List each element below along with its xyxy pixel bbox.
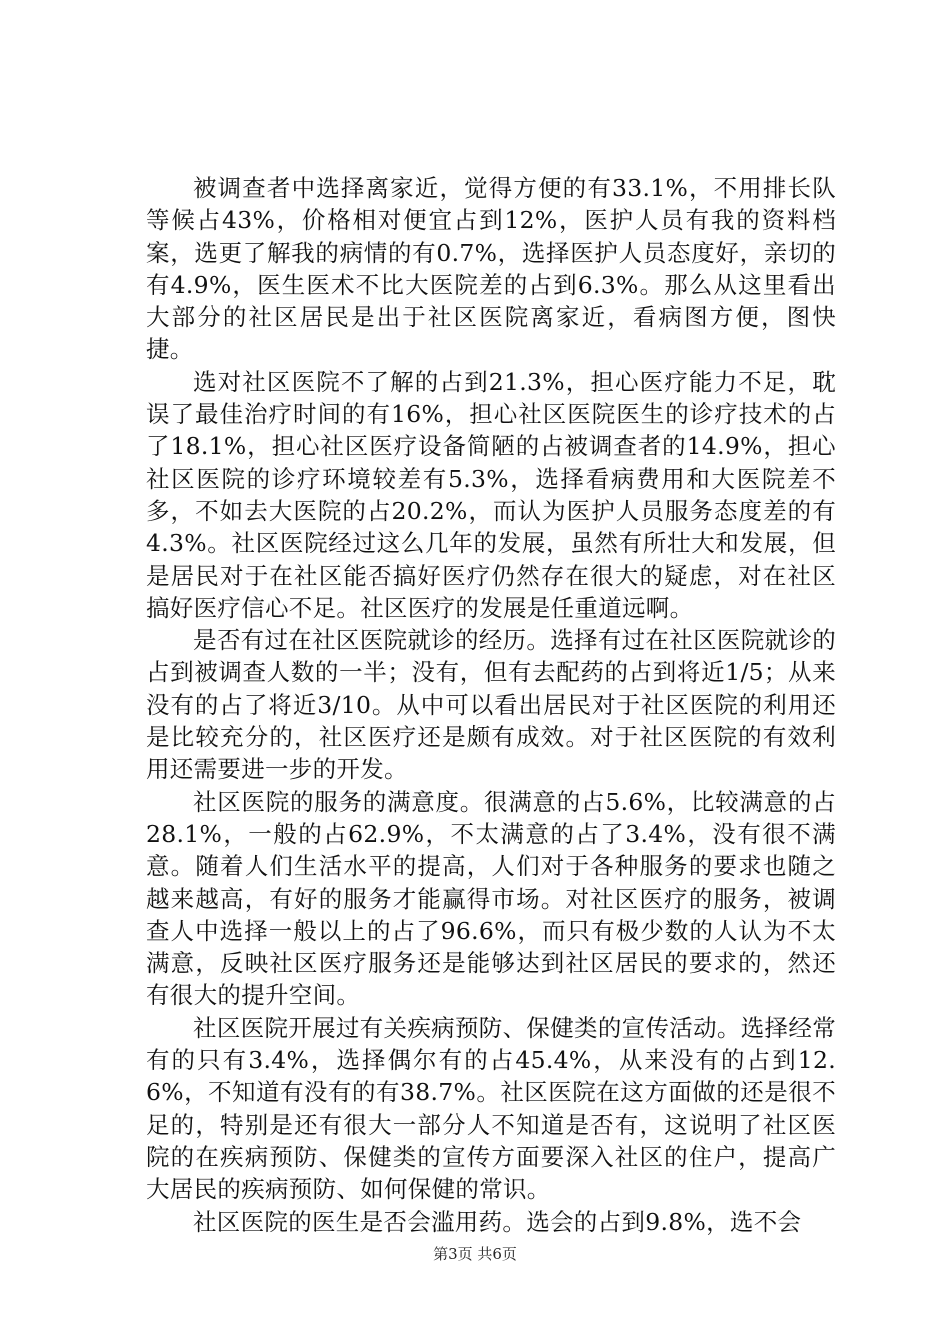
page-number: 第3页 共6页 bbox=[433, 1245, 517, 1263]
paragraph-visit-history: 是否有过在社区医院就诊的经历。选择有过在社区医院就诊的占到被调查人数的一半；没有，但有去配药的占到将近1/5；从来没有的占了将近3/10。从中可以看出居民对于社区医院的利用还是比较充分的，社区医疗还是颇有成效。对于社区医院的有效利用还需要进一步的开发。 bbox=[146, 626, 836, 784]
paragraph-drug-abuse: 社区医院的医生是否会滥用药。选会的占到9.8%，选不会 bbox=[193, 1207, 802, 1236]
document-body bbox=[146, 172, 836, 1238]
paragraph-concerns: 选对社区医院不了解的占到21.3%，担心医疗能力不足，耽误了最佳治疗时间的有16%，担心社区医院医生的诊疗技术的占了18.1%，担心社区医疗设备简陋的占被调查者的14.9%，担心社区医院的诊疗环境较差有5.3%，选择看病费用和大医院差不多，不如去大医院的占20.2%，而认为医护人员服务态度差的有4.3%。社区医院经过这么几年的发展，虽然有所壮大和发展，但是居民对于在社区能否搞好医疗仍然存在很大的疑虑，对在社区搞好医疗信心不足。社区医疗的发展是任重道远啊。 bbox=[146, 367, 836, 622]
paragraph-visit-reasons: 被调查者中选择离家近，觉得方便的有33.1%，不用排长队等候占43%，价格相对便宜占到12%，医护人员有我的资料档案，选更了解我的病情的有0.7%，选择医护人员态度好，亲切的有4.9%，医生医术不比大医院差的占到6.3%。那么从这里看出大部分的社区居民是出于社区医院离家近，看病图方便，图快捷。 bbox=[146, 174, 836, 364]
paragraph-satisfaction: 社区医院的服务的满意度。很满意的占5.6%，比较满意的占28.1%，一般的占62.9%，不太满意的占了3.4%，没有很不满意。随着人们生活水平的提高，人们对于各种服务的要求也随之越来越高，有好的服务才能赢得市场。对社区医疗的服务，被调查人中选择一般以上的占了96.6%，而只有极少数的人认为不太满意，反映社区医疗服务还是能够达到社区居民的要求的，然还有很大的提升空间。 bbox=[146, 787, 836, 1010]
paragraph-prevention-campaigns: 社区医院开展过有关疾病预防、保健类的宣传活动。选择经常有的只有3.4%，选择偶尔有的占45.4%，从来没有的占到12.6%，不知道有没有的有38.7%。社区医院在这方面做的还是很不足的，特别是还有很大一部分人不知道是否有，这说明了社区医院的在疾病预防、保健类的宣传方面要深入社区的住户，提高广大居民的疾病预防、如何保健的常识。 bbox=[146, 1013, 836, 1204]
